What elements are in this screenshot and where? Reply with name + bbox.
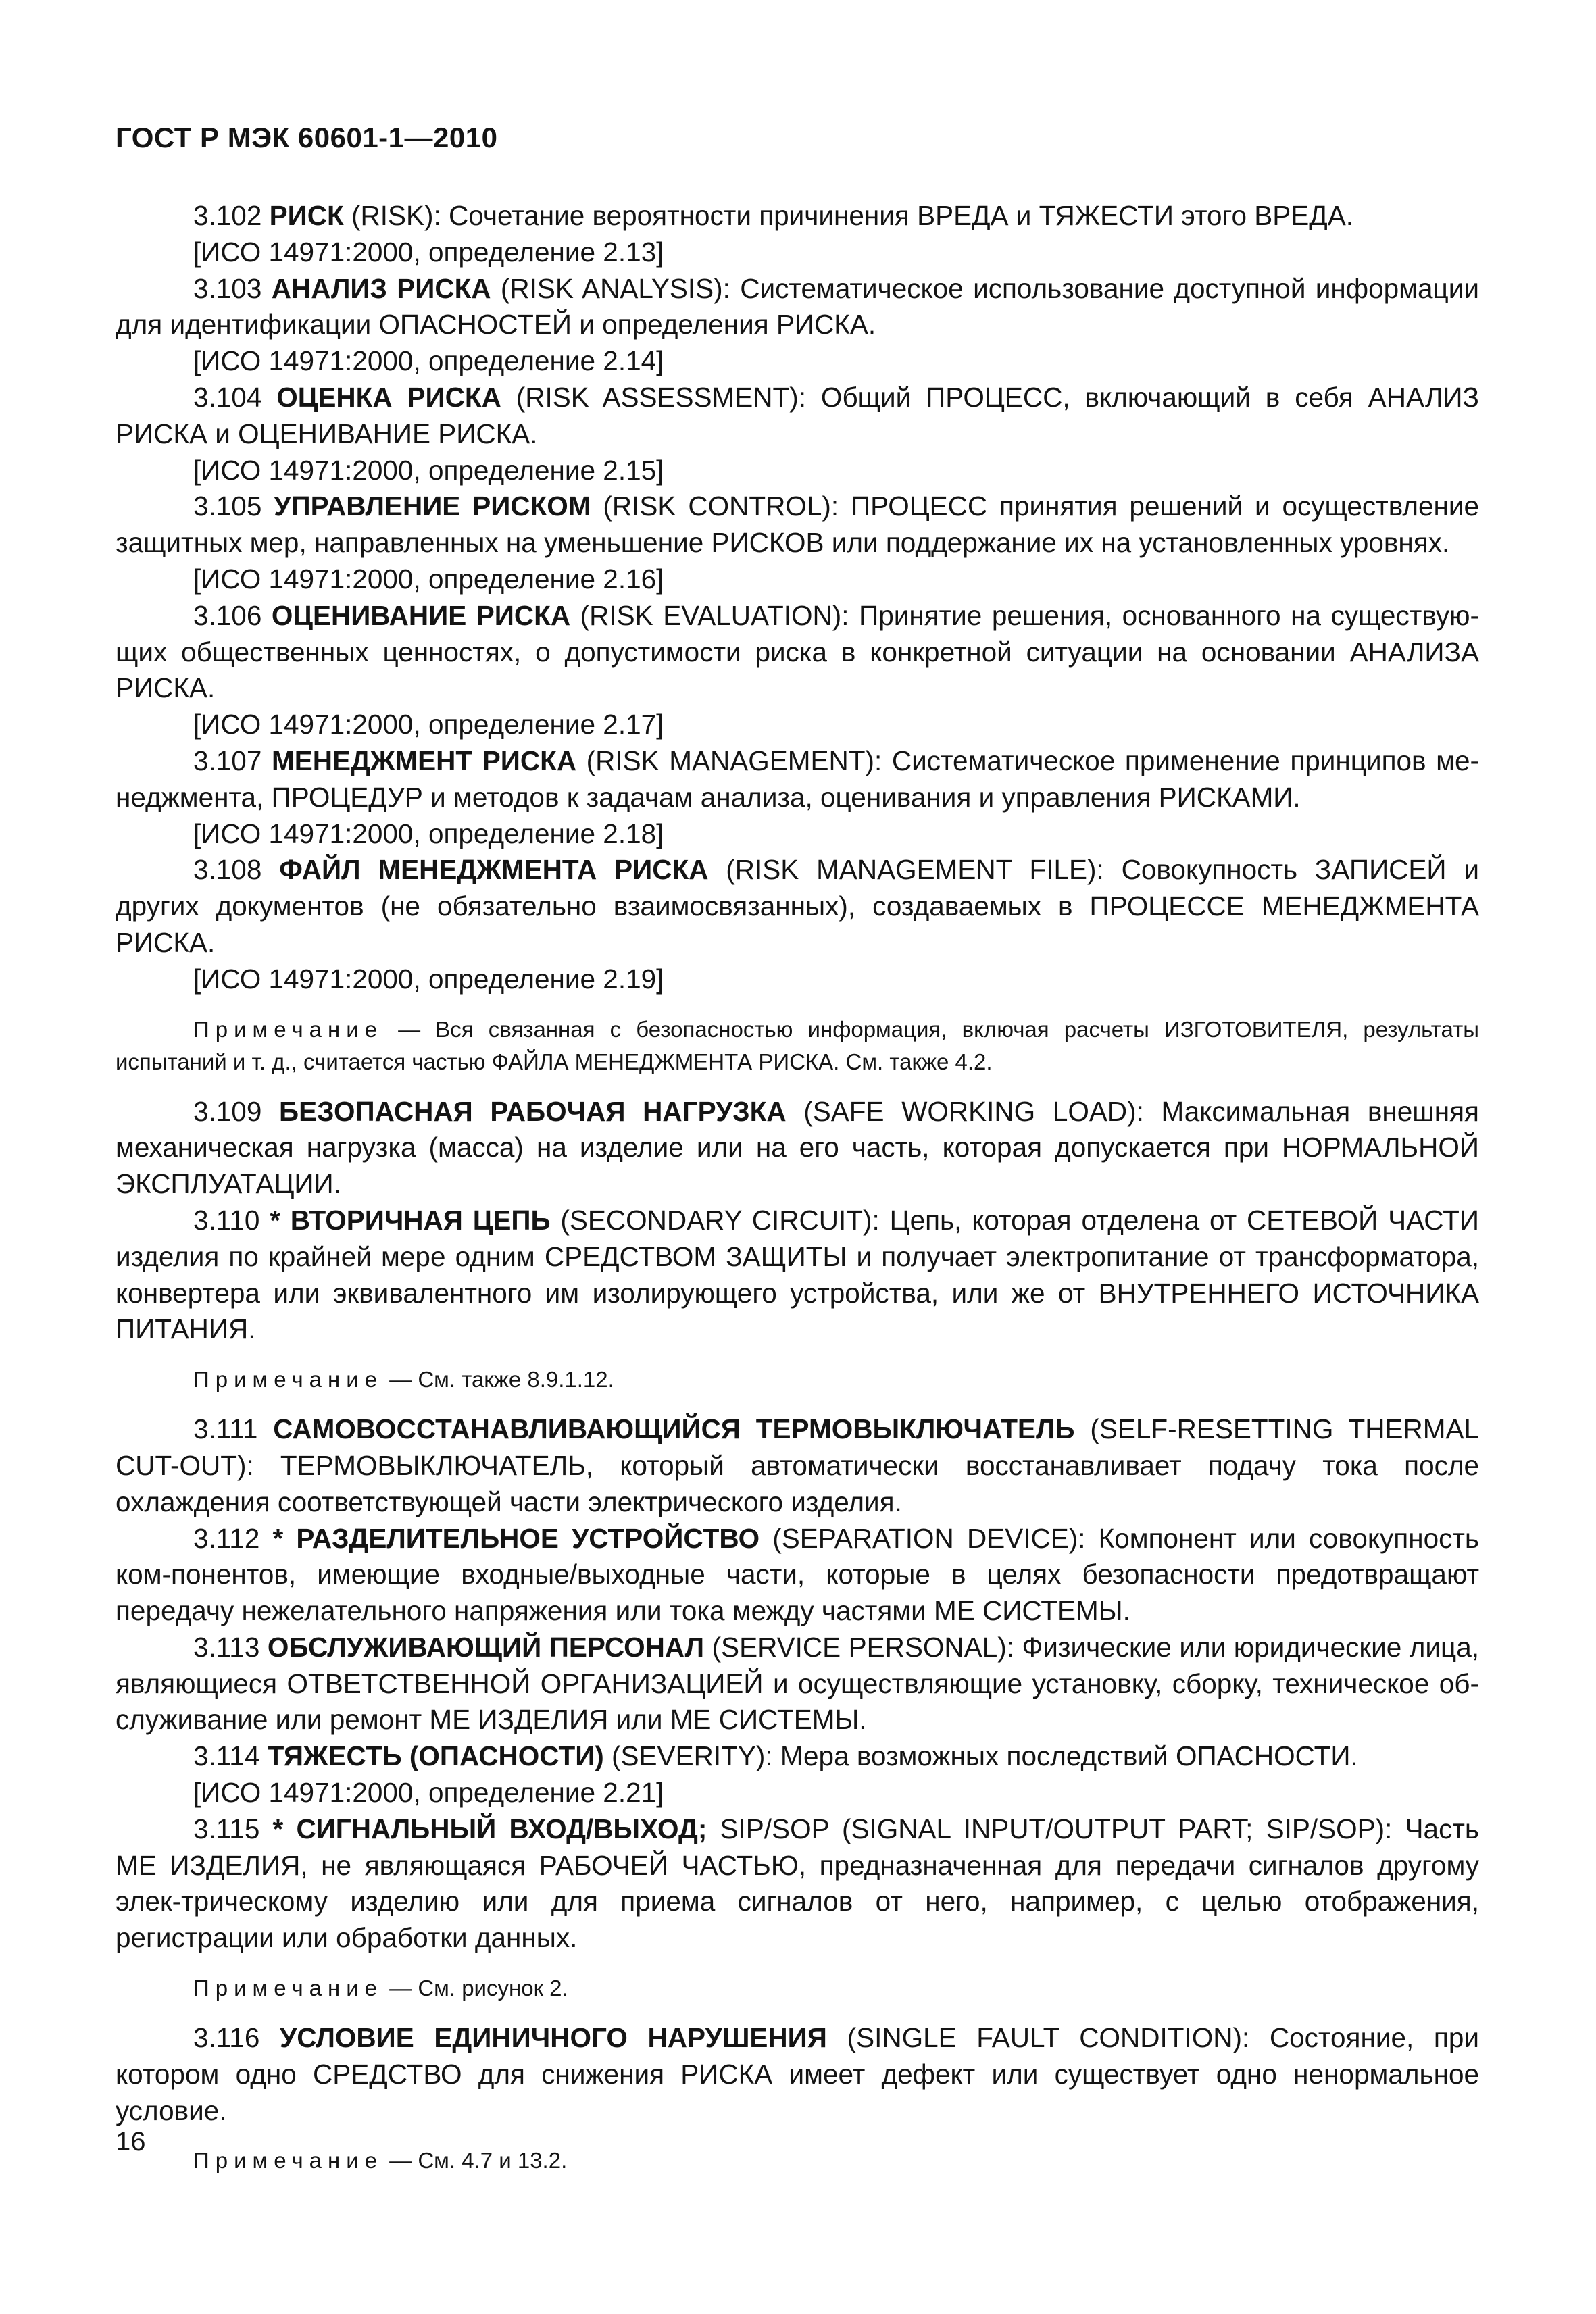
definition-reference: [ИСО 14971:2000, определение 2.18]: [193, 818, 664, 849]
definition-note: [116, 2144, 1479, 2177]
definition-number: 3.106: [193, 599, 262, 631]
definition-entry: [116, 1521, 1479, 1630]
definition-number: 3.111: [193, 1413, 258, 1445]
definition-number: 3.116: [193, 2022, 260, 2054]
definition-text: (SAFE WORKING LOAD): Максимальная внешняя механическая нагрузка (масса) на изделие или на его часть, которая допускается при НОРМАЛЬНОЙ ЭКСПЛУАТАЦИИ.: [116, 1095, 1479, 1200]
definition-term: РИСК: [269, 200, 344, 231]
definition-entry: [116, 488, 1479, 561]
definition-number: 3.108: [193, 854, 262, 886]
definition-reference: [ИСО 14971:2000, определение 2.13]: [193, 236, 664, 268]
definition-number: 3.103: [193, 272, 262, 304]
note-label: Примечание: [193, 1976, 384, 2001]
definition-number: 3.112: [193, 1522, 260, 1554]
definition-text: (SECONDARY CIRCUIT): Цепь, которая отделена от СЕТЕВОЙ ЧАСТИ изделия по крайней мере одним СРЕДСТВОМ ЗАЩИТЫ и получает электропитание от трансформатора, конвертера или эквивалентного им изолирующего устройства, или же от ВНУТРЕННЕГО ИСТОЧНИКА ПИТАНИЯ.: [116, 1204, 1479, 1345]
definition-text: (RISK MANAGEMENT): Систематическое применение принципов ме-неджмента, ПРОЦЕДУР и методов к задачам анализа, оценивания и управления РИСКАМИ.: [116, 745, 1479, 813]
definition-number: 3.104: [193, 381, 262, 413]
definition-entry: [116, 1811, 1479, 1957]
definition-term: ОЦЕНКА РИСКА: [276, 381, 501, 413]
definition-entry: [116, 1738, 1479, 1775]
note-text: — См. 4.7 и 13.2.: [383, 2148, 568, 2173]
definition-entry: [116, 1411, 1479, 1520]
definition-entry: [116, 743, 1479, 816]
definition-text: (RISK EVALUATION): Принятие решения, основанного на существую-щих общественных ценностях, о допустимости риска в конкретной ситуации на основании АНАЛИЗА РИСКА.: [116, 599, 1479, 704]
definition-entry: [116, 2020, 1479, 2129]
definition-number: 3.113: [193, 1631, 260, 1663]
definition-reference: [ИСО 14971:2000, определение 2.14]: [193, 345, 664, 377]
definition-text: (RISK MANAGEMENT FILE): Совокупность ЗАПИСЕЙ и других документов (не обязательно взаимосвязанных), создаваемых в ПРОЦЕССЕ МЕНЕДЖМЕНТА РИСКА.: [116, 854, 1480, 958]
definition-text: (RISK ANALYSIS): Систематическое использование доступной информации для идентификации ОПАСНОСТЕЙ и определения РИСКА.: [116, 272, 1479, 341]
definition-reference: [ИСО 14971:2000, определение 2.15]: [193, 454, 664, 486]
definition-number: 3.107: [193, 745, 262, 776]
definition-term: УСЛОВИЕ ЕДИНИЧНОГО НАРУШЕНИЯ: [280, 2022, 827, 2054]
definition-text: (SEPARATION DEVICE): Компонент или совокупность ком-понентов, имеющие входные/выходные части, которые в целях безопасности предотвращают передачу нежелательного напряжения или тока между частями МЕ СИСТЕМЫ.: [116, 1522, 1479, 1627]
definition-entry: [116, 198, 1479, 234]
definition-number: 3.109: [193, 1095, 262, 1127]
definition-entry: [116, 852, 1479, 961]
definition-reference: [ИСО 14971:2000, определение 2.16]: [193, 563, 664, 595]
definition-text: (RISK): Сочетание вероятности причинения ВРЕДА и ТЯЖЕСТИ этого ВРЕДА.: [343, 200, 1353, 231]
note-text: — См. рисунок 2.: [383, 1976, 568, 2001]
definition-term: * СИГНАЛЬНЫЙ ВХОД/ВЫХОД;: [272, 1813, 707, 1844]
definition-term: * ВТОРИЧНАЯ ЦЕПЬ: [270, 1204, 551, 1236]
definition-entry: [116, 1630, 1479, 1738]
definition-reference: [ИСО 14971:2000, определение 2.19]: [193, 963, 664, 995]
page-header: ГОСТ Р МЭК 60601-1—2010: [116, 122, 498, 153]
definition-term: ОЦЕНИВАНИЕ РИСКА: [271, 599, 571, 631]
definition-entry: [116, 271, 1479, 344]
definition-reference: [ИСО 14971:2000, определение 2.17]: [193, 709, 664, 740]
definition-term: САМОВОССТАНАВЛИВАЮЩИЙСЯ ТЕРМОВЫКЛЮЧАТЕЛЬ: [273, 1413, 1075, 1445]
definition-term: ТЯЖЕСТЬ (ОПАСНОСТИ): [267, 1740, 604, 1772]
definition-term: ОБСЛУЖИВАЮЩИЙ ПЕРСОНАЛ: [267, 1631, 705, 1663]
note-text: — Вся связанная с безопасностью информация, включая расчеты ИЗГОТОВИТЕЛЯ, результаты испытаний и т. д., считается частью ФАЙЛА МЕНЕДЖМЕНТА РИСКА. См. также 4.2.: [116, 1016, 1479, 1074]
note-label: Примечание: [193, 1367, 384, 1392]
definition-text: (RISK CONTROL): ПРОЦЕСС принятия решений и осуществление защитных мер, направленных на уменьшение РИСКОВ или поддержание их на установленных уровнях.: [116, 491, 1479, 559]
definition-note: [116, 1972, 1479, 2005]
definition-term: * РАЗДЕЛИТЕЛЬНОЕ УСТРОЙСТВО: [272, 1522, 760, 1554]
definition-term: АНАЛИЗ РИСКА: [271, 272, 491, 304]
definition-number: 3.110: [193, 1204, 260, 1236]
definition-term: УПРАВЛЕНИЕ РИСКОМ: [274, 491, 591, 522]
definition-text: (RISK ASSESSMENT): Общий ПРОЦЕСС, включающий в себя АНАЛИЗ РИСКА и ОЦЕНИВАНИЕ РИСКА.: [116, 381, 1479, 449]
definition-text: (SERVICE PERSONAL): Физические или юридические лица, являющиеся ОТВЕТСТВЕННОЙ ОРГАНИЗАЦИЕЙ и осуществляющие установку, сборку, техническое об-служивание или ремонт МЕ ИЗДЕЛИЯ или МЕ СИСТЕМЫ.: [116, 1631, 1479, 1736]
definition-entry: [116, 1094, 1479, 1203]
definition-reference: [ИСО 14971:2000, определение 2.21]: [193, 1777, 664, 1809]
page-number: 16: [116, 2127, 146, 2157]
definitions-body: [116, 198, 1479, 2192]
note-text: — См. также 8.9.1.12.: [383, 1367, 614, 1392]
definition-text: (SINGLE FAULT CONDITION): Состояние, при котором одно СРЕДСТВО для снижения РИСКА имеет дефект или существует одно ненормальное условие.: [116, 2022, 1479, 2126]
definition-text: (SEVERITY): Мера возможных последствий ОПАСНОСТИ.: [603, 1740, 1358, 1772]
definition-number: 3.105: [193, 491, 262, 522]
definition-text: SIP/SOP (SIGNAL INPUT/OUTPUT PART; SIP/SOP): Часть МЕ ИЗДЕЛИЯ, не являющаяся РАБОЧЕЙ ЧАСТЬЮ, предназначенная для передачи сигналов другому элек-трическому изделию или для приема сигналов от него, например, с целью отображения, регистрации или обработки данных.: [116, 1813, 1479, 1954]
definition-number: 3.102: [193, 200, 262, 231]
definition-number: 3.114: [193, 1740, 260, 1772]
definition-note: [116, 1363, 1479, 1396]
definition-number: 3.115: [193, 1813, 260, 1844]
definition-term: БЕЗОПАСНАЯ РАБОЧАЯ НАГРУЗКА: [279, 1095, 787, 1127]
definition-entry: [116, 598, 1479, 707]
definition-entry: [116, 1203, 1479, 1348]
note-label: Примечание: [193, 2148, 384, 2173]
definition-entry: [116, 380, 1479, 453]
note-label: Примечание: [193, 1016, 384, 1042]
definition-term: ФАЙЛ МЕНЕДЖМЕНТА РИСКА: [279, 854, 709, 886]
definition-term: МЕНЕДЖМЕНТ РИСКА: [271, 745, 577, 776]
definition-note: [116, 1013, 1479, 1078]
definition-text: (SELF-RESETTING THERMAL CUT-OUT): ТЕРМОВЫКЛЮЧАТЕЛЬ, который автоматически восстанавливает подачу тока после охлаждения соответствующей части электрического изделия.: [116, 1413, 1479, 1517]
